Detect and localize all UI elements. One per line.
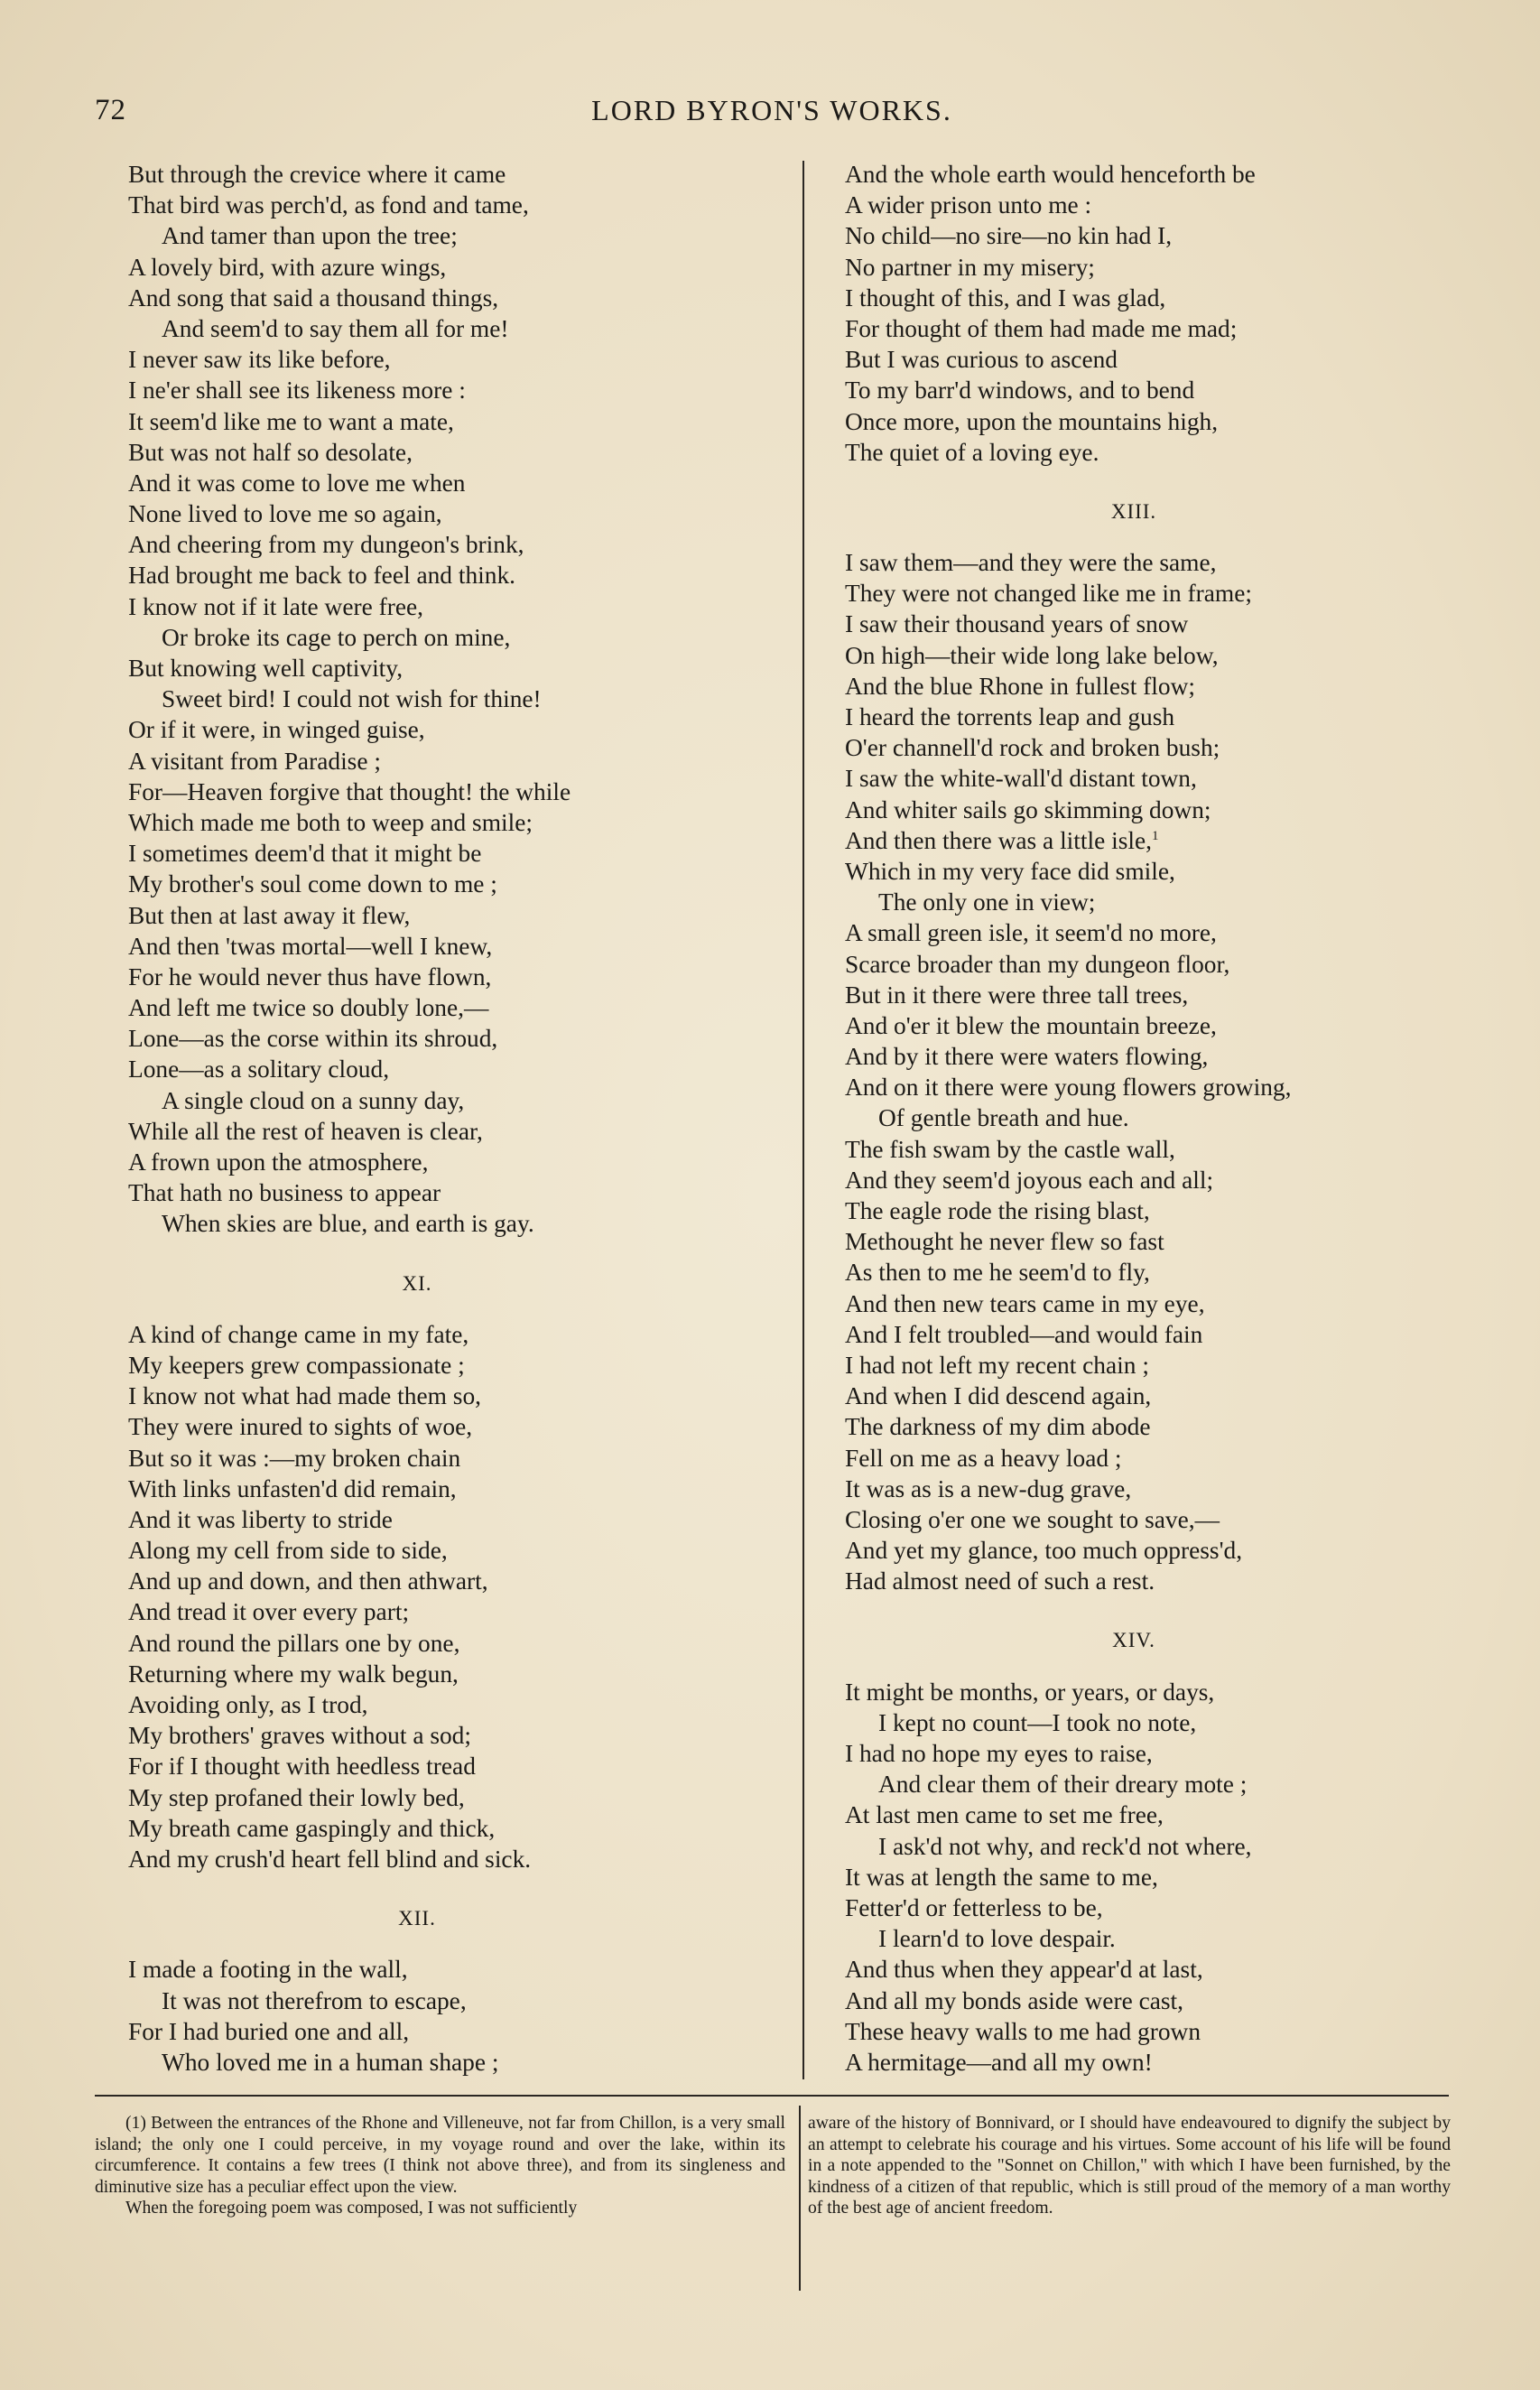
poem-line: Had brought me back to feel and think. (128, 562, 515, 590)
poem-line: For thought of them had made me mad; (845, 314, 1238, 342)
poem-line: While all the rest of heaven is clear, (128, 1117, 483, 1145)
poem-line: A visitant from Paradise ; (128, 747, 381, 775)
running-title: LORD BYRON'S WORKS. (591, 94, 952, 126)
poem-line: Scarce broader than my dungeon floor, (845, 950, 1230, 978)
poem-line: On high—their wide long lake below, (845, 641, 1219, 669)
poem-line: Closing o'er one we sought to save,— (845, 1505, 1220, 1533)
poem-line: It might be months, or years, or days, (845, 1678, 1215, 1706)
poem-line: And up and down, and then athwart, (128, 1567, 488, 1595)
poem-line: Along my cell from side to side, (128, 1537, 448, 1565)
poem-line: None lived to love me so again, (128, 500, 442, 528)
poem-line: I sometimes deem'd that it might be (128, 840, 482, 868)
poem-line: I kept no count—I took no note, (878, 1708, 1197, 1736)
poem-line: My keepers grew compassionate ; (128, 1351, 465, 1379)
poem-line: The eagle rode the rising blast, (845, 1197, 1150, 1224)
poem-line: And the blue Rhone in fullest flow; (845, 672, 1195, 700)
poem-line: These heavy walls to me had grown (845, 2017, 1201, 2045)
poem-line: And cheering from my dungeon's brink, (128, 531, 524, 559)
poem-line: Methought he never flew so fast (845, 1228, 1164, 1256)
poem-line: When skies are blue, and earth is gay. (162, 1210, 534, 1238)
poem-line: And the whole earth would henceforth be (845, 161, 1256, 188)
poem-line: I heard the torrents leap and gush (845, 703, 1175, 730)
poem-line: And clear them of their dreary mote ; (878, 1771, 1248, 1799)
poem-line: A hermitage—and all my own! (845, 2048, 1153, 2076)
poem-line: For if I thought with heedless tread (128, 1753, 476, 1781)
poem-line: They were not changed like me in frame; (845, 580, 1252, 608)
poem-line: That bird was perch'd, as fond and tame, (128, 191, 529, 219)
poem-line: I had not left my recent chain ; (845, 1351, 1149, 1379)
poem-line: A kind of change came in my fate, (128, 1320, 469, 1348)
poem-line: But through the crevice where it came (128, 161, 506, 188)
poem-line: And my crush'd heart fell blind and sick. (128, 1845, 532, 1873)
poem-line: My brother's soul come down to me ; (128, 870, 497, 898)
poem-line: My step profaned their lowly bed, (128, 1783, 465, 1811)
poem-line: And they seem'd joyous each and all; (845, 1166, 1214, 1194)
footnotes-right (808, 2113, 1451, 2219)
poem-line: Which made me both to weep and smile; (128, 808, 533, 836)
footnote-column-divider (799, 2106, 801, 2291)
poem-line: The quiet of a loving eye. (845, 438, 1099, 466)
poem-line: They were inured to sights of woe, (128, 1413, 473, 1441)
poem-line: I saw the white-wall'd distant town, (845, 765, 1197, 793)
poem-line: But so it was :—my broken chain (128, 1444, 461, 1472)
poem-line: My breath came gaspingly and thick, (128, 1814, 496, 1842)
poem-line: For I had buried one and all, (128, 2017, 410, 2045)
poem-line: It was as is a new-dug grave, (845, 1474, 1132, 1502)
poem-line: A small green isle, it seem'd no more, (845, 919, 1217, 947)
poem-line: As then to me he seem'd to fly, (845, 1259, 1150, 1287)
poem-line: And then 'twas mortal—well I knew, (128, 932, 493, 960)
poem-line: The darkness of my dim abode (845, 1413, 1151, 1441)
poem-line: It seem'd like me to want a mate, (128, 407, 454, 435)
poem-line: I ne'er shall see its likeness more : (128, 377, 466, 405)
poem-line: Who loved me in a human shape ; (162, 2048, 499, 2076)
poem-line: Returning where my walk begun, (128, 1660, 459, 1688)
poem-line: A wider prison unto me : (845, 191, 1092, 219)
left-column (128, 159, 778, 2078)
poem-line: And it was come to love me when (128, 469, 466, 497)
footnote-continued: When the foregoing poem was composed, I was not sufficiently (125, 2199, 578, 2218)
poem-line: I never saw its like before, (128, 346, 391, 374)
poem-line: For—Heaven forgive that thought! the while (128, 777, 571, 805)
poem-line: Avoiding only, as I trod, (128, 1691, 368, 1718)
poem-line: Sweet bird! I could not wish for thine! (162, 685, 542, 713)
poem-line: A frown upon the atmosphere, (128, 1149, 429, 1176)
poem-line: A lovely bird, with azure wings, (128, 253, 447, 281)
poem-line: My brothers' graves without a sod; (128, 1722, 471, 1750)
poem-line: Or if it were, in winged guise, (128, 716, 425, 744)
poem-line: A single cloud on a sunny day, (162, 1086, 465, 1114)
poem-line: And then new tears came in my eye, (845, 1289, 1205, 1317)
poem-line: I saw their thousand years of snow (845, 610, 1189, 638)
poem-line: And round the pillars one by one, (128, 1629, 460, 1657)
poem-line: And all my bonds aside were cast, (845, 1986, 1184, 2014)
poem-line: For he would never thus have flown, (128, 963, 492, 990)
poem-line: And left me twice so doubly lone,— (128, 994, 489, 1022)
poem-line: That hath no business to appear (128, 1179, 441, 1207)
poem-line: And thus when they appear'd at last, (845, 1956, 1203, 1984)
poem-line: Lone—as the corse within its shroud, (128, 1025, 498, 1053)
poem-line: Which in my very face did smile, (845, 857, 1175, 885)
poem-line: But I was curious to ascend (845, 346, 1118, 374)
footnote-continuation: aware of the history of Bonnivard, or I should have endeavoured to dignify the subject by an attempt to celebrate his courage and his virtues. Some account of his life will be found in a note appended to the "Sonnet on Chillon," with which I have been furnished, by the kindness of a citizen of that republic, which is still proud of the memory of a man worthy of the best age of ancient freedom. (808, 2114, 1451, 2218)
stanza-heading: XII. (398, 1907, 436, 1930)
poem-line: Once more, upon the mountains high, (845, 407, 1219, 435)
column-divider (802, 161, 804, 2079)
poem-line: And on it there were young flowers growing, (845, 1074, 1292, 1102)
poem-line: No partner in my misery; (845, 253, 1095, 281)
poem-line: And yet my glance, too much oppress'd, (845, 1537, 1243, 1565)
right-column (845, 159, 1477, 2078)
stanza-heading: XIII. (1110, 499, 1157, 523)
poem-line: Or broke its cage to perch on mine, (162, 623, 511, 651)
poem-line: And it was liberty to stride (128, 1505, 393, 1533)
poem-line: I had no hope my eyes to raise, (845, 1740, 1153, 1767)
poem-line: And o'er it blew the mountain breeze, (845, 1011, 1217, 1039)
poem-line: And then there was a little isle,$^1$ (845, 826, 1159, 854)
poem-line: It was at length the same to me, (845, 1863, 1158, 1891)
poem-line: I know not if it late were free, (128, 592, 424, 620)
poem-line: Fetter'd or fetterless to be, (845, 1893, 1103, 1921)
poem-line: O'er channell'd rock and broken bush; (845, 734, 1220, 762)
poem-line: I thought of this, and I was glad, (845, 284, 1166, 312)
poem-line: And tamer than upon the tree; (162, 222, 458, 250)
poem-line: And tread it over every part; (128, 1598, 410, 1626)
footnote-marker: 1 (1152, 828, 1159, 843)
footnote-1: (1) Between the entrances of the Rhone and Villeneuve, not far from Chillon, is a very small island; the only one I could perceive, in my voyage round and over the lake, within its circumference. It contains a few trees (I think not above three), and from its singleness and diminutive size has a peculiar effect upon the view. (95, 2114, 785, 2197)
poem-line: Fell on me as a heavy load ; (845, 1444, 1122, 1472)
poem-line: The only one in view; (878, 888, 1096, 916)
poem-line: Lone—as a solitary cloud, (128, 1056, 390, 1083)
poem-line: Had almost need of such a rest. (845, 1567, 1155, 1595)
poem-line: I learn'd to love despair. (878, 1925, 1116, 1953)
poem-line: I made a footing in the wall, (128, 1956, 408, 1984)
footnotes-left (95, 2113, 785, 2219)
poem-line: And whiter sails go skimming down; (845, 795, 1211, 823)
poem-line: And seem'd to say them all for me! (162, 314, 509, 342)
poem-line: The fish swam by the castle wall, (845, 1135, 1175, 1163)
poem-line: But knowing well captivity, (128, 655, 404, 682)
poem-line: No child—no sire—no kin had I, (845, 222, 1173, 250)
poem-line: And when I did descend again, (845, 1382, 1152, 1410)
poem-line: But then at last away it flew, (128, 901, 411, 929)
footnote-rule (95, 2095, 1449, 2097)
poem-line: But was not half so desolate, (128, 438, 413, 466)
poem-line: Of gentle breath and hue. (878, 1104, 1129, 1132)
poem-line: I saw them—and they were the same, (845, 549, 1217, 577)
poem-line: It was not therefrom to escape, (162, 1986, 467, 2014)
stanza-heading: XIV. (1112, 1629, 1155, 1652)
poem-line: I ask'd not why, and reck'd not where, (878, 1832, 1252, 1860)
page-number: 72 (95, 94, 126, 126)
stanza-heading: XI. (402, 1271, 432, 1295)
poem-line: To my barr'd windows, and to bend (845, 377, 1195, 405)
poem-line: And song that said a thousand things, (128, 284, 499, 312)
poem-line: With links unfasten'd did remain, (128, 1474, 457, 1502)
poem-line: And I felt troubled—and would fain (845, 1320, 1203, 1348)
poem-line: At last men came to set me free, (845, 1801, 1164, 1829)
poem-line: I know not what had made them so, (128, 1382, 481, 1410)
page-header (95, 94, 1449, 139)
poem-line: But in it there were three tall trees, (845, 981, 1189, 1009)
poem-line: And by it there were waters flowing, (845, 1043, 1209, 1071)
